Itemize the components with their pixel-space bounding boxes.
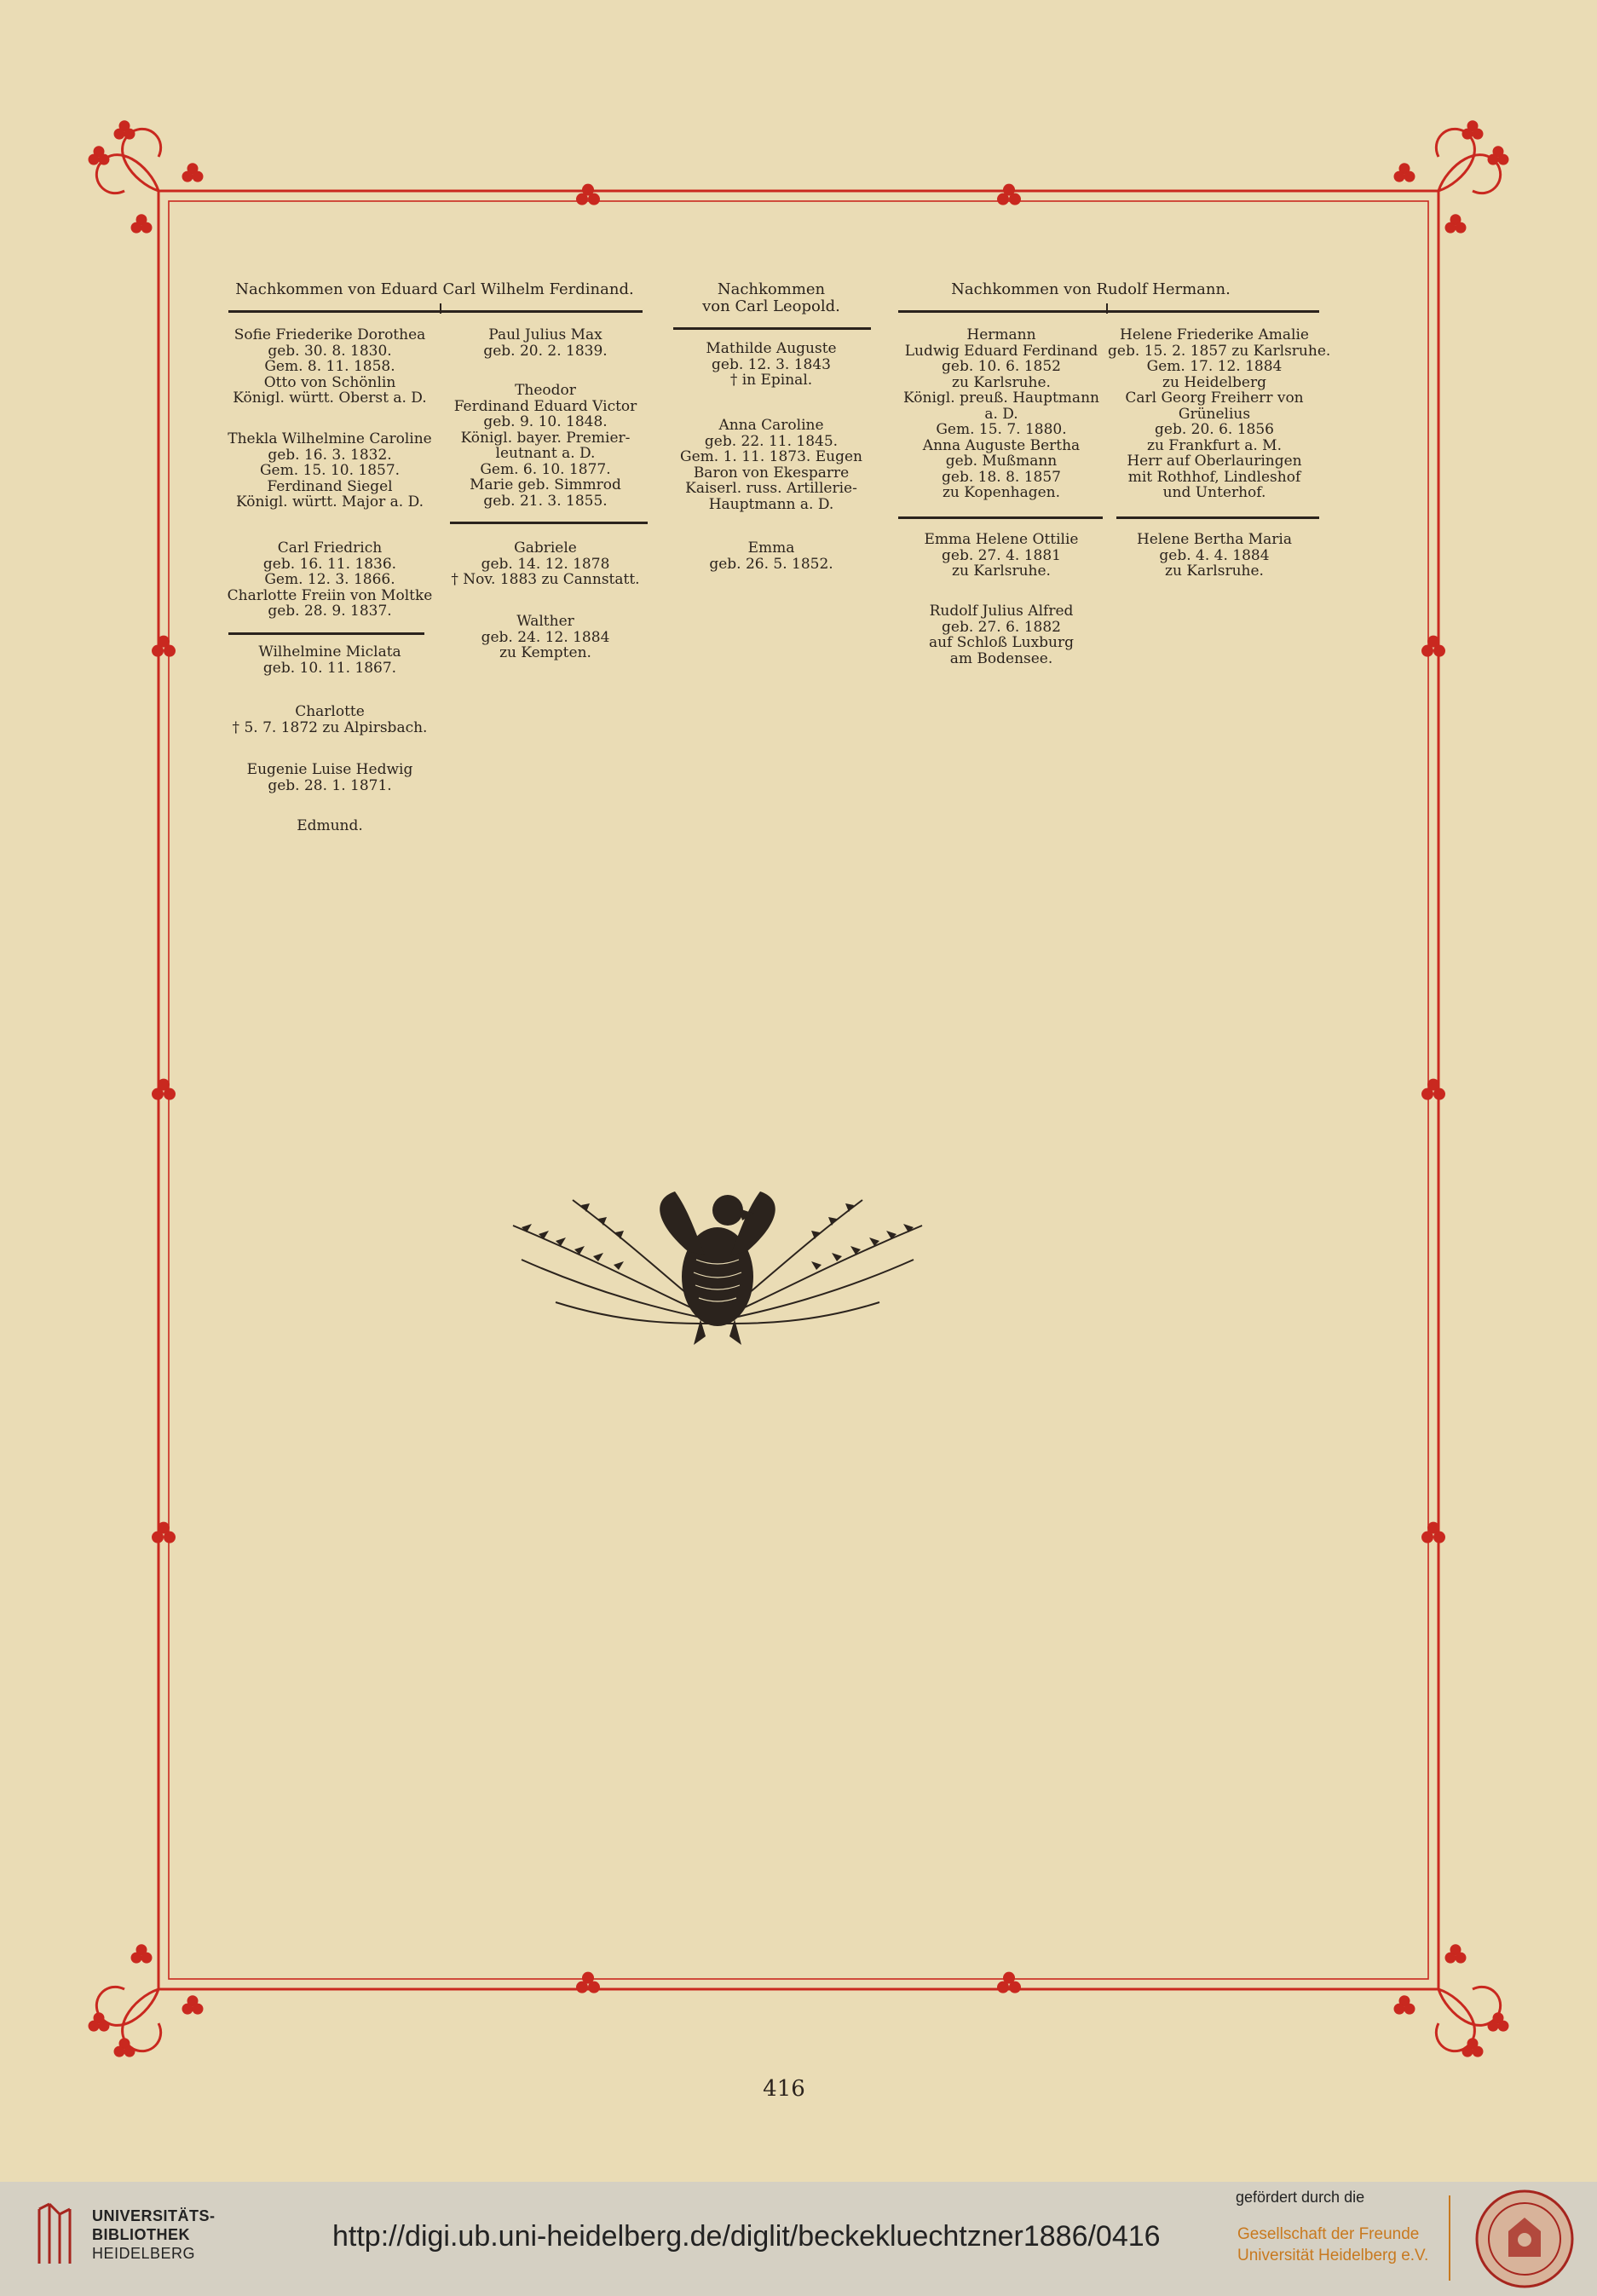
entry-line: mit Rothhof, Lindleshof [1127,468,1301,486]
entry-line: Herr auf Oberlauringen [1127,453,1302,470]
entry-line: Gabriele [514,539,577,557]
entry-line: geb. 20. 6. 1856 [1155,421,1274,438]
trefoil-ornament [588,193,600,205]
section3-heading: Nachkommen von Rudolf Hermann. [951,280,1231,298]
footer-divider [1449,2195,1450,2281]
trefoil-ornament [1498,154,1508,164]
trefoil-ornament [1421,1532,1433,1543]
trefoil-ornament [1421,645,1433,657]
entry-line: am Bodensee. [949,649,1053,667]
trefoil-ornament [164,1532,176,1543]
trefoil-ornament [124,2046,135,2057]
entry-divider [898,516,1103,519]
trefoil-ornament [1404,2004,1415,2014]
trefoil-ornament [89,2021,99,2031]
trefoil-ornament [1445,1953,1456,1963]
trefoil-ornament [1421,1088,1433,1100]
entry-line: geb. 24. 12. 1884 [481,628,610,646]
entry-line: Otto von Schönlin [263,373,396,391]
trefoil-ornament [1394,171,1404,182]
entry-line: Wilhelmine Miclata [258,643,401,661]
entry-divider [450,522,648,524]
library-name-line2: BIBLIOTHEK [92,2226,190,2243]
section1-rule-tick [440,303,441,314]
entry-line: Königl. württ. Oberst a. D. [233,389,427,407]
entry-divider [228,632,424,635]
trefoil-ornament [1473,2046,1483,2057]
entry-line: Helene Bertha Maria [1136,531,1293,548]
entry-line: geb. 9. 10. 1848. [483,413,608,430]
trefoil-ornament [1445,222,1456,233]
entry-line: Emma Helene Ottilie [924,531,1079,548]
trefoil-ornament [1009,193,1021,205]
entry-line: zu Karlsruhe. [1165,562,1264,580]
entry-line: geb. 27. 4. 1881 [942,546,1061,564]
entry-line: geb. 10. 6. 1852 [942,358,1061,375]
entry-line: Charlotte Freiin von Moltke [227,586,433,604]
trefoil-ornament [141,222,152,233]
trefoil-ornament [1433,1532,1445,1543]
library-name-line3: HEIDELBERG [92,2245,196,2262]
entry-line: geb. 22. 11. 1845. [704,432,839,450]
trefoil-ornament [1456,1953,1466,1963]
section2-rule [673,327,871,330]
library-name-line1: UNIVERSITÄTS- [92,2207,216,2224]
entry-line: † in Epinal. [729,372,813,389]
trefoil-ornament [152,645,164,657]
society-name-line1: Gesellschaft der Freunde [1237,2225,1420,2243]
entry-line: Königl. württ. Major a. D. [235,493,424,511]
entry-line: Anna Caroline [718,417,824,434]
entry-line: geb. 28. 9. 1837. [268,603,392,620]
entry-line: und Unterhof. [1162,484,1266,501]
entry-line: Marie geb. Simmrod [470,476,621,493]
entry-line: Gem. 8. 11. 1858. [264,358,395,375]
entry-line: geb. 21. 3. 1855. [483,492,608,510]
entry-line: leutnant a. D. [495,445,596,462]
section3-rule-tick [1106,303,1108,314]
entry-line: geb. 16. 11. 1836. [262,555,397,573]
entry-line: Eugenie Luise Hedwig [246,761,413,778]
entry-line: Carl Georg Freiherr von [1125,389,1304,407]
entry-line: a. D. [984,405,1018,423]
entry-line: † 5. 7. 1872 zu Alpirsbach. [232,718,428,736]
trefoil-ornament [997,1982,1009,1993]
entry-line: Theodor [515,382,576,399]
entry-line: Gem. 1. 11. 1873. Eugen [680,448,862,465]
entry-line: Ludwig Eduard Ferdinand [904,342,1098,360]
trefoil-ornament [1404,171,1415,182]
section3-rule [898,310,1319,313]
entry-line: Gem. 17. 12. 1884 [1146,358,1283,375]
trefoil-ornament [1462,129,1473,139]
section2-heading-line1: Nachkommen [717,280,826,298]
entry-line: Gem. 6. 10. 1877. [480,460,611,478]
trefoil-ornament [182,2004,193,2014]
trefoil-ornament [193,2004,203,2014]
university-seal-icon[interactable] [1474,2189,1575,2289]
entry-line: geb. 10. 11. 1867. [262,659,397,677]
trefoil-ornament [1009,1982,1021,1993]
page-number: 416 [763,2076,805,2102]
entry-line: geb. 18. 8. 1857 [942,468,1061,486]
entry-line: Gem. 15. 10. 1857. [259,462,401,479]
trefoil-ornament [164,645,176,657]
entry-line: geb. 12. 3. 1843 [712,355,831,373]
entry-divider [1116,516,1319,519]
trefoil-ornament [164,1088,176,1100]
entry-line: zu Kempten. [499,644,591,661]
trefoil-ornament [152,1532,164,1543]
entry-line: Grünelius [1178,405,1251,423]
library-logo-icon[interactable] [34,2201,82,2272]
trefoil-ornament [114,2046,124,2057]
trefoil-ornament [114,129,124,139]
entry-line: Edmund. [297,817,363,834]
eagle-vignette [504,1174,931,1370]
trefoil-ornament [89,154,99,164]
trefoil-ornament [152,1088,164,1100]
trefoil-ornament [576,193,588,205]
entry-line: geb. 15. 2. 1857 zu Karlsruhe. [1108,342,1331,360]
entry-line: geb. 20. 2. 1839. [483,342,608,360]
entry-line: Hauptmann a. D. [708,495,834,513]
entry-line: Walther [516,613,574,630]
entry-line: geb. 4. 4. 1884 [1159,546,1270,564]
entry-line: Sofie Friederike Dorothea [233,326,426,343]
trefoil-ornament [1462,2046,1473,2057]
trefoil-ornament [1488,2021,1498,2031]
trefoil-ornament [1394,2004,1404,2014]
entry-line: Charlotte [295,703,365,720]
funded-by-label: gefördert durch die [1236,2189,1365,2206]
trefoil-ornament [131,222,141,233]
entry-line: Baron von Ekesparre [693,464,850,482]
entry-line: Gem. 15. 7. 1880. [936,421,1067,438]
trefoil-ornament [588,1982,600,1993]
entry-line: geb. 26. 5. 1852. [709,555,833,573]
entry-line: Ferdinand Siegel [267,477,393,495]
entry-line: Carl Friedrich [277,539,383,557]
entry-line: geb. Mußmann [945,453,1058,470]
section2-heading-line2: von Carl Leopold. [702,297,840,315]
trefoil-ornament [1498,2021,1508,2031]
entry-line: Hermann [966,326,1036,343]
entry-line: zu Heidelberg [1162,373,1266,391]
trefoil-ornament [193,171,203,182]
entry-line: † Nov. 1883 zu Cannstatt. [451,571,640,588]
entry-line: geb. 16. 3. 1832. [268,446,392,464]
entry-line: zu Karlsruhe. [952,373,1051,391]
entry-line: Königl. preuß. Hauptmann [903,389,1099,407]
trefoil-ornament [124,129,135,139]
society-name-line2: Universität Heidelberg e.V. [1237,2247,1429,2264]
entry-line: Königl. bayer. Premier- [460,429,631,447]
trefoil-ornament [1433,1088,1445,1100]
entry-line: auf Schloß Luxburg [929,634,1074,651]
section1-rule [228,310,643,313]
trefoil-ornament [1488,154,1498,164]
entry-line: geb. 28. 1. 1871. [268,776,392,794]
entry-line: Rudolf Julius Alfred [929,603,1074,620]
trefoil-ornament [1456,222,1466,233]
entry-line: zu Kopenhagen. [942,484,1061,501]
entry-line: zu Karlsruhe. [952,562,1051,580]
trefoil-ornament [1473,129,1483,139]
trefoil-ornament [141,1953,152,1963]
trefoil-ornament [99,2021,109,2031]
trefoil-ornament [997,193,1009,205]
permalink-url[interactable]: http://digi.ub.uni-heidelberg.de/diglit/beckekluechtzner1886/0416 [332,2220,1161,2253]
entry-line: zu Frankfurt a. M. [1147,436,1282,454]
trefoil-ornament [576,1982,588,1993]
entry-line: Ferdinand Eduard Victor [453,397,637,415]
entry-line: geb. 27. 6. 1882 [942,618,1061,636]
entry-line: Anna Auguste Bertha [922,436,1081,454]
trefoil-ornament [182,171,193,182]
entry-line: Gem. 12. 3. 1866. [264,571,395,588]
entry-line: Emma [747,539,795,557]
entry-line: Paul Julius Max [488,326,602,343]
entry-line: Mathilde Auguste [706,340,837,357]
entry-line: geb. 30. 8. 1830. [268,342,392,360]
entry-line: Kaiserl. russ. Artillerie- [685,480,857,497]
entry-line: Thekla Wilhelmine Caroline [228,430,432,447]
trefoil-ornament [1433,645,1445,657]
entry-line: geb. 14. 12. 1878 [481,555,610,573]
trefoil-ornament [99,154,109,164]
entry-line: Helene Friederike Amalie [1120,326,1309,343]
trefoil-ornament [131,1953,141,1963]
section1-heading: Nachkommen von Eduard Carl Wilhelm Ferdinand. [235,280,634,298]
